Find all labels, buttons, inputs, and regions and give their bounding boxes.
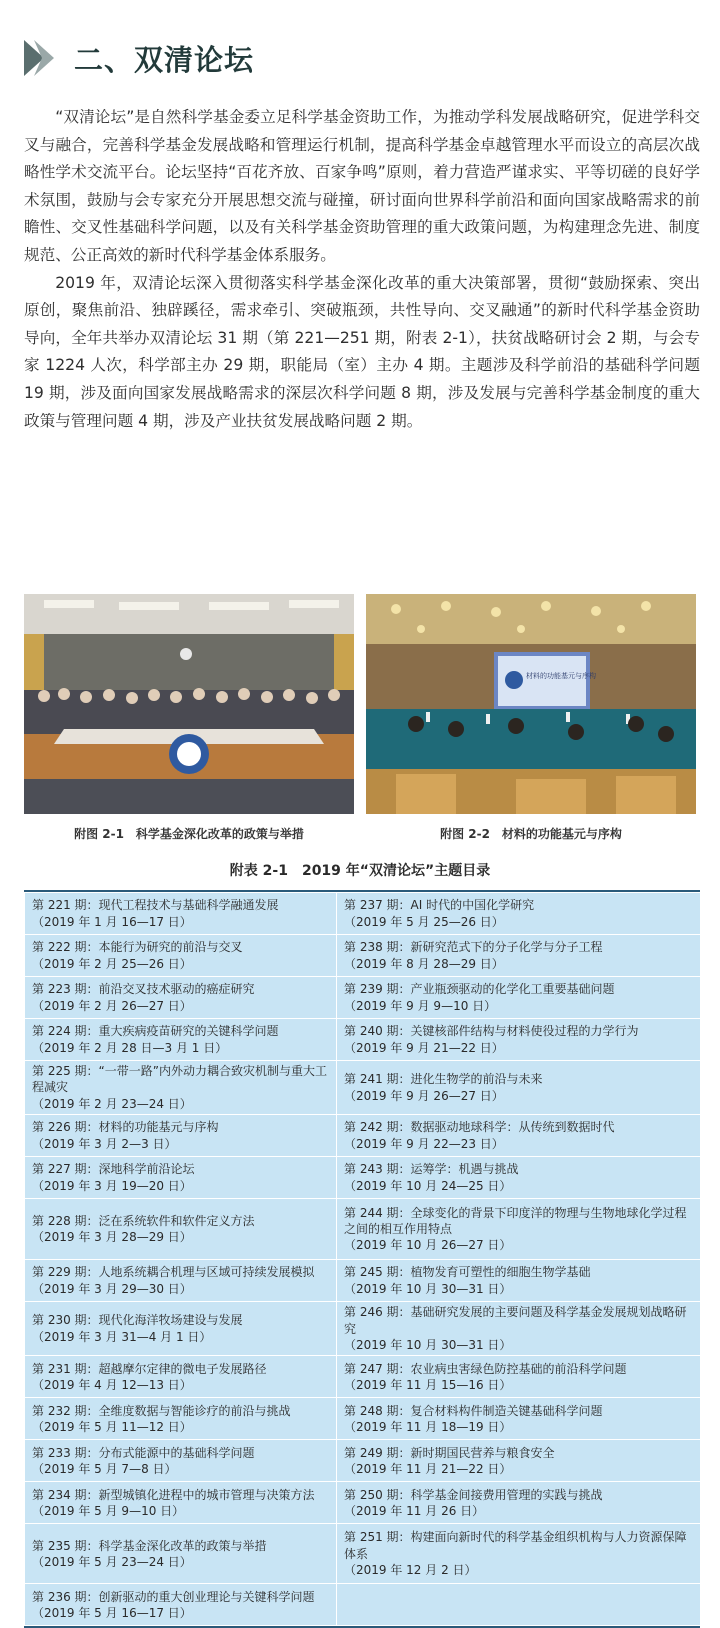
table-row xyxy=(25,1019,701,1061)
table-cell: 第 224 期：重大疾病疫苗研究的关键科学问题 （2019 年 2 月 28 日—3 月 1 日） xyxy=(25,1019,337,1061)
paragraph-intro: “双清论坛”是自然科学基金委立足科学基金资助工作，为推动学科发展战略研究，促进学科交叉与融合，完善科学基金发展战略和管理运行机制，提高科学基金卓越管理水平而设立的高层次战略性学术交流平台。论坛坚持“百花齐放、百家争鸣”原则，着力营造严谨求实、平等切磋的良好学术氛围，鼓励与会专家充分开展思想交流与碰撞，研讨面向世界科学前沿和面向国家战略需求的前瞻性、交叉性基础科学问题，以及有关科学基金资助管理的重大政策问题，为构建理念先进、制度规范、公正高效的新时代科学基金体系服务。 xyxy=(24,108,700,264)
table-cell: 第 250 期：科学基金间接费用管理的实践与挑战 （2019 年 11 月 26 日） xyxy=(337,1482,701,1524)
table-cell: 第 246 期：基础研究发展的主要问题及科学基金发展规划战略研究 （2019 年 10 月 30—31 日） xyxy=(337,1302,701,1356)
table-row xyxy=(25,1398,701,1440)
figure-caption-2: 附图 2-2 材料的功能基元与序构 xyxy=(440,827,622,841)
table-row xyxy=(25,1115,701,1157)
table-row xyxy=(25,1356,701,1398)
table-cell: 第 251 期：构建面向新时代的科学基金组织机构与人力资源保障体系 （2019 年 12 月 2 日） xyxy=(337,1524,701,1584)
table-cell: 第 247 期：农业病虫害绿色防控基础的前沿科学问题 （2019 年 11 月 15—16 日） xyxy=(337,1356,701,1398)
table-cell: 第 234 期：新型城镇化进程中的城市管理与决策方法 （2019 年 5 月 9—10 日） xyxy=(25,1482,337,1524)
meeting-photo-2 xyxy=(366,594,696,814)
table-row xyxy=(25,893,701,935)
table-cell: 第 232 期：全维度数据与智能诊疗的前沿与挑战 （2019 年 5 月 11—12 日） xyxy=(25,1398,337,1440)
table-row xyxy=(25,1440,701,1482)
chevron-right-icon xyxy=(24,40,58,76)
table-row xyxy=(25,1157,701,1199)
table-cell: 第 249 期：新时期国民营养与粮食安全 （2019 年 11 月 21—22 日） xyxy=(337,1440,701,1482)
table-cell: 第 228 期：泛在系统软件和软件定义方法 （2019 年 3 月 28—29 日） xyxy=(25,1199,337,1260)
table-row xyxy=(25,935,701,977)
table-cell: 第 245 期：植物发育可塑性的细胞生物学基础 （2019 年 10 月 30—31 日） xyxy=(337,1260,701,1302)
table-cell: 第 237 期：AI 时代的中国化学研究 （2019 年 5 月 25—26 日） xyxy=(337,893,701,935)
forum-table xyxy=(24,890,700,1628)
section-heading xyxy=(24,38,254,78)
table-cell: 第 221 期：现代工程技术与基础科学融通发展 （2019 年 1 月 16—17 日） xyxy=(25,893,337,935)
table-cell: 第 242 期：数据驱动地球科学：从传统到数据时代 （2019 年 9 月 22—23 日） xyxy=(337,1115,701,1157)
table-cell: 第 229 期：人地系统耦合机理与区域可持续发展模拟 （2019 年 3 月 29—30 日） xyxy=(25,1260,337,1302)
table-row xyxy=(25,1302,701,1356)
table-row xyxy=(25,1482,701,1524)
table-cell: 第 238 期：新研究范式下的分子化学与分子工程 （2019 年 8 月 28—29 日） xyxy=(337,935,701,977)
table-row xyxy=(25,1061,701,1115)
table-cell: 第 248 期：复合材料构件制造关键基础科学问题 （2019 年 11 月 18—19 日） xyxy=(337,1398,701,1440)
table-cell: 第 227 期：深地科学前沿论坛 （2019 年 3 月 19—20 日） xyxy=(25,1157,337,1199)
table-row xyxy=(25,1199,701,1260)
table-cell: 第 240 期：关键核部件结构与材料使役过程的力学行为 （2019 年 9 月 21—22 日） xyxy=(337,1019,701,1061)
paragraph-2019-summary: 2019 年，双清论坛深入贯彻落实科学基金深化改革的重大决策部署，贯彻“鼓励探索、突出原创，聚焦前沿、独辟蹊径，需求牵引、突破瓶颈，共性导向、交叉融通”的新时代科学基金资助导向，全年共举办双清论坛 31 期（第 221—251 期，附表 2-1），扶贫战略研讨会 2 期，与会专家 1224 人次，科学部主办 29 期，职能局（室）主办 4 期。主题涉及科学前沿的基础科学问题 19 期，涉及面向国家发展战略需求的深层次科学问题 8 期，涉及发展与完善科学基金制度的重大政策与管理问题 4 期，涉及产业扶贫发展战略问题 2 期。 xyxy=(24,273,700,430)
table-cell: 第 223 期：前沿交叉技术驱动的癌症研究 （2019 年 2 月 26—27 日） xyxy=(25,977,337,1019)
table-cell: 第 233 期：分布式能源中的基础科学问题 （2019 年 5 月 7—8 日） xyxy=(25,1440,337,1482)
table-row xyxy=(25,1260,701,1302)
figure-caption-1: 附图 2-1 科学基金深化改革的政策与举措 xyxy=(74,827,304,841)
table-cell: 第 241 期：进化生物学的前沿与未来 （2019 年 9 月 26—27 日） xyxy=(337,1061,701,1115)
table-cell: 第 226 期：材料的功能基元与序构 （2019 年 3 月 2—3 日） xyxy=(25,1115,337,1157)
table-cell xyxy=(337,1584,701,1626)
section-title: 二、双清论坛 xyxy=(74,42,255,77)
table-cell: 第 236 期：创新驱动的重大创业理论与关键科学问题 （2019 年 5 月 16—17 日） xyxy=(25,1584,337,1626)
table-cell: 第 225 期：“一带一路”内外动力耦合致灾机制与重大工程减灾 （2019 年 2 月 23—24 日） xyxy=(25,1061,337,1115)
table-cell: 第 222 期：本能行为研究的前沿与交叉 （2019 年 2 月 25—26 日） xyxy=(25,935,337,977)
meeting-photo-1 xyxy=(24,594,354,814)
table-cell: 第 244 期：全球变化的背景下印度洋的物理与生物地球化学过程之间的相互作用特点 （2019 年 10 月 26—27 日） xyxy=(337,1199,701,1260)
table-cell: 第 239 期：产业瓶颈驱动的化学化工重要基础问题 （2019 年 9 月 9—10 日） xyxy=(337,977,701,1019)
table-cell: 第 243 期：运筹学：机遇与挑战 （2019 年 10 月 24—25 日） xyxy=(337,1157,701,1199)
table-cell: 第 235 期：科学基金深化改革的政策与举措 （2019 年 5 月 23—24 日） xyxy=(25,1524,337,1584)
body-text xyxy=(24,104,700,435)
table-cell: 第 231 期：超越摩尔定律的微电子发展路径 （2019 年 4 月 12—13 日） xyxy=(25,1356,337,1398)
table-row xyxy=(25,977,701,1019)
table-cell: 第 230 期：现代化海洋牧场建设与发展 （2019 年 3 月 31—4 月 1 日） xyxy=(25,1302,337,1356)
table-row xyxy=(25,1524,701,1584)
table-row xyxy=(25,1584,701,1626)
table-title: 附表 2-1 2019 年“双清论坛”主题目录 xyxy=(229,863,491,879)
slide-text: 材料的功能基元与序构 xyxy=(526,672,596,680)
